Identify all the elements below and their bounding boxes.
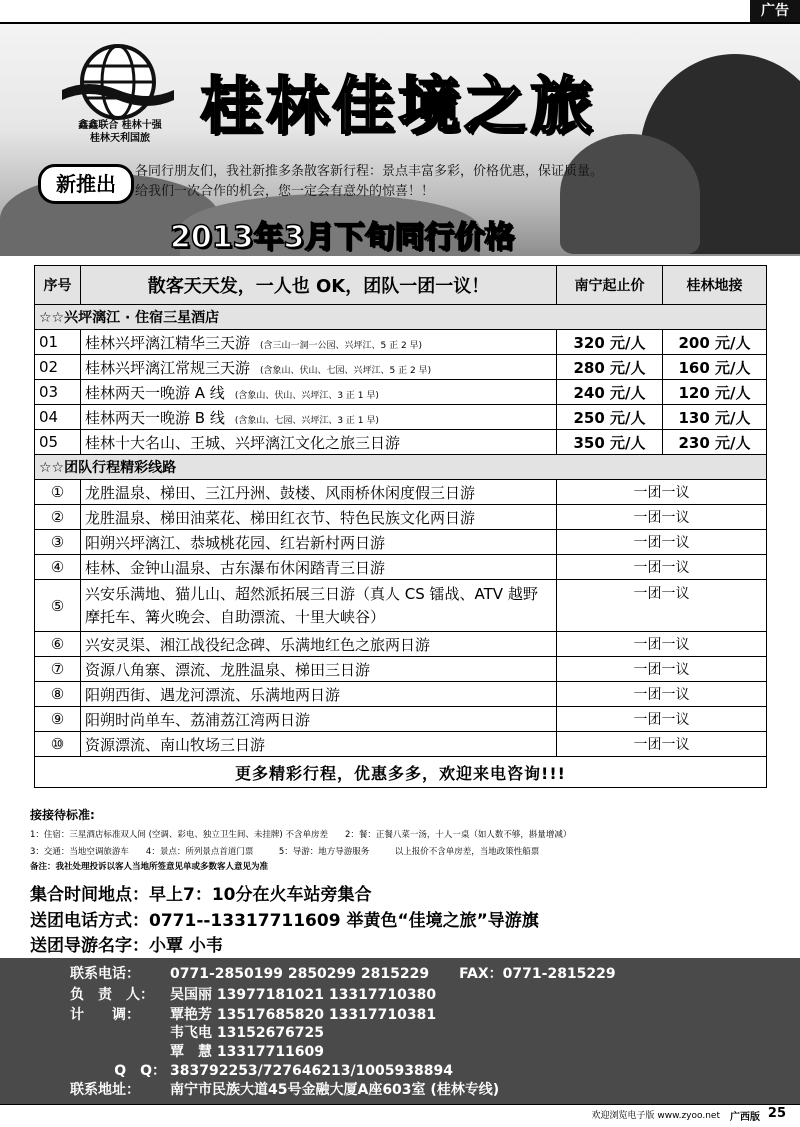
table-row [35,405,767,430]
planner-3: 覃 慧 13317711609 [170,1044,325,1060]
route-note: (含三山一洞一公园、兴坪江、5 正 2 早) [260,340,423,351]
price-nanning: 280 元/人 [557,355,663,380]
row-no: ② [35,505,81,530]
address: 南宁市民族大道45号金融大厦A座603室 (桂林专线) [170,1082,500,1098]
standards-note: 备注：我社处理投诉以客人当地所签意见单或多数客人意见为准 [30,862,269,872]
row-no: ⑥ [35,632,81,657]
route-name: 桂林兴坪漓江精华三天游 [85,333,251,352]
guide-info: 送团导游名字：小覃 小韦 [30,936,223,956]
footer-website: 欢迎浏览电子版 www.zyoo.net [591,1111,720,1121]
price-negotiable: 一团一议 [557,505,767,530]
section-title-xingping: ☆☆兴坪漓江 · 住宿三星酒店 [35,305,767,330]
price-nanning: 250 元/人 [557,405,663,430]
route-name: 桂林兴坪漓江常规三天游 [85,358,251,377]
intro-line-2: 给我们一次合作的机会，您一定会有意外的惊喜！！ [135,184,435,199]
intro-line-1: 各同行朋友们，我社新推多条散客新行程：景点丰富多彩，价格优惠，保证质量。 [135,164,604,179]
table-row [35,732,767,757]
new-badge: 新推出 [38,164,134,204]
table-row [35,430,767,455]
route-name: 龙胜温泉、梯田油菜花、梯田红衣节、特色民族文化两日游 [81,505,557,530]
logo-subtitle-1: 鑫鑫联合 桂林十强 [78,120,162,131]
phone-numbers: 0771-2850199 2850299 2815229 [170,966,430,982]
route-name: 资源漂流、南山牧场三日游 [81,732,557,757]
planner-1: 覃艳芳 13517685820 13317710381 [170,1007,437,1023]
row-no: 05 [35,430,81,455]
table-row [35,555,767,580]
header-price-nanning: 南宁起止价 [557,266,663,305]
contact-qq-line [70,1060,453,1080]
price-negotiable: 一团一议 [557,480,767,505]
table-row [35,355,767,380]
row-no: 03 [35,380,81,405]
contact-planner-line [70,1004,436,1024]
table-row [35,682,767,707]
row-no: 04 [35,405,81,430]
route-name: 桂林十大名山、王城、兴坪漓江文化之旅三日游 [85,433,401,452]
send-phone-info: 送团电话方式：0771--13317711609 举黄色“佳境之旅”导游旗 [30,911,539,931]
price-guilin: 160 元/人 [663,355,767,380]
table-row [35,380,767,405]
qq-label: Q Q： [114,1063,166,1079]
row-no: ④ [35,555,81,580]
row-no: ⑧ [35,682,81,707]
row-no: ⑤ [35,580,81,632]
row-no: ⑩ [35,732,81,757]
page-title: 桂林佳境之旅 [200,69,597,142]
phone-label: 联系电话： [70,966,140,982]
table-footer-slogan: 更多精彩行程，优惠多多，欢迎来电咨询!!! [35,757,767,788]
standards-line-1: 1：住宿：三星酒店标准双人间 (空调、彩电、独立卫生间、未挂牌) 不含单房差 2：餐：正餐八菜一汤，十人一桌（如人数不够，斟量增减） [30,830,572,840]
route-name: 阳朔时尚单车、荔浦荔江湾两日游 [81,707,557,732]
route-name: 桂林两天一晚游 B 线 [85,408,225,427]
route-name: 资源八角寨、漂流、龙胜温泉、梯田三日游 [81,657,557,682]
route-note: (含象山、伏山、兴坪江、3 正 1 早) [234,390,379,401]
table-header [35,266,767,305]
price-nanning: 320 元/人 [557,330,663,355]
responsible-person: 吴国丽 13977181021 13317710380 [170,987,437,1003]
table-row [35,657,767,682]
price-negotiable: 一团一议 [557,682,767,707]
route-name: 阳朔兴坪漓江、恭城桃花园、红岩新村两日游 [81,530,557,555]
price-guilin: 230 元/人 [663,430,767,455]
header-no: 序号 [35,266,81,305]
planner-label: 计 调： [70,1007,140,1023]
page-number: 25 [767,1106,786,1121]
price-negotiable: 一团一议 [557,707,767,732]
price-subtitle: 2013年3月下旬同行价格 [170,220,515,255]
price-table [34,265,767,788]
qq-numbers: 383792253/727646213/1005938894 [170,1063,453,1079]
price-nanning: 240 元/人 [557,380,663,405]
contact-phone-line [70,963,616,983]
fax-number: FAX：0771-2815229 [459,966,616,982]
route-name: 阳朔西街、遇龙河漂流、乐满地两日游 [81,682,557,707]
route-name: 兴安乐满地、猫儿山、超然派拓展三日游（真人 CS 镭战、ATV 越野摩托车、篝火晚会、自助漂流、十里大峡谷） [81,580,557,632]
price-negotiable: 一团一议 [557,632,767,657]
ad-label: 广告 [750,0,800,22]
price-guilin: 200 元/人 [663,330,767,355]
standards-title: 接接待标准: [30,808,95,822]
row-no: ③ [35,530,81,555]
address-label: 联系地址： [70,1082,140,1098]
section-title-group: ☆☆团队行程精彩线路 [35,455,767,480]
price-negotiable: 一团一议 [557,657,767,682]
table-row [35,505,767,530]
contact-responsible-line [70,984,436,1004]
route-name: 兴安灵渠、湘江战役纪念碑、乐满地红色之旅两日游 [81,632,557,657]
route-note: (含象山、伏山、七园、兴坪江、5 正 2 早) [260,365,432,376]
row-no: ⑨ [35,707,81,732]
contact-address-line [70,1079,499,1099]
price-negotiable: 一团一议 [557,580,767,632]
route-note: (含象山、七园、兴坪江、3 正 1 早) [234,415,379,426]
price-negotiable: 一团一议 [557,732,767,757]
row-no: 01 [35,330,81,355]
row-no: 02 [35,355,81,380]
header-tagline: 散客天天发，一人也 OK，团队一团一议！ [81,266,557,305]
table-row [35,480,767,505]
route-name: 龙胜温泉、梯田、三江丹洲、鼓楼、风雨桥休闲度假三日游 [81,480,557,505]
table-row [35,530,767,555]
route-name: 桂林、金钟山温泉、古东瀑布休闲踏青三日游 [81,555,557,580]
price-guilin: 130 元/人 [663,405,767,430]
responsible-label: 负 责 人： [70,987,154,1003]
table-row [35,707,767,732]
header-price-guilin: 桂林地接 [663,266,767,305]
logo-subtitle-2: 桂林天利国旅 [90,133,150,144]
route-name: 桂林两天一晚游 A 线 [85,383,225,402]
footer-edition: 广西版 [730,1112,760,1123]
meeting-info: 集合时间地点：早上7：10分在火车站旁集合 [30,885,372,905]
price-nanning: 350 元/人 [557,430,663,455]
table-row [35,330,767,355]
standards-line-2: 3：交通：当地空调旅游车 4：景点：所列景点首道门票 5：导游：地方导游服务 以上报价不含单房差，当地政策性船票 [30,847,540,857]
price-negotiable: 一团一议 [557,555,767,580]
price-guilin: 120 元/人 [663,380,767,405]
planner-2: 韦飞电 13152676725 [170,1025,325,1041]
row-no: ⑦ [35,657,81,682]
table-row [35,580,767,632]
price-negotiable: 一团一议 [557,530,767,555]
table-row [35,632,767,657]
row-no: ① [35,480,81,505]
